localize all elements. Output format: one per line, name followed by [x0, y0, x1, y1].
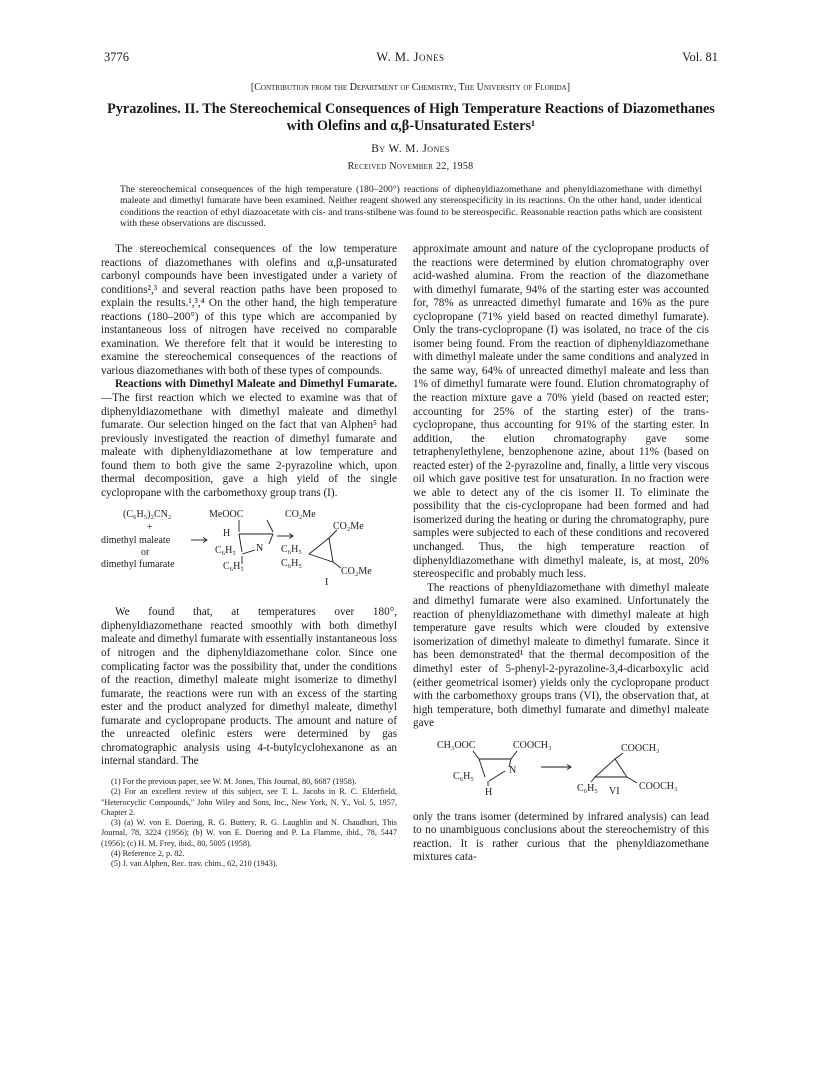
- scheme-fumarate: dimethyl fumarate: [101, 559, 175, 571]
- scheme-c6h5-b: C₆H₅: [223, 561, 244, 573]
- section-heading: Reactions with Dimethyl Maleate and Dimethyl Fumarate.: [115, 378, 397, 391]
- footnote: (2) For an excellent review of this subject, see T. L. Jacobs in R. C. Elderfield, "Heterocyclic Compounds," John Wiley and Sons, Inc., New York, N. Y., Vol. 5, 1957, Chapter 2.: [101, 787, 397, 817]
- footnote: (5) J. van Alphen, Rec. trav. chim., 62, 210 (1943).: [111, 859, 278, 869]
- paragraph: We found that, at temperatures over 180°, diphenyldiazomethane reacted smoothly with both dimethyl maleate and dimethyl fumarate with essentially instantaneous loss of nitrogen and the diphenyldiazomethane color. Since one complicating factor was the possibility that, under the conditions of the reaction, dimethyl maleate might isomerize to dimethyl fumarate, the reactions were run with an excess of the starting ester and the product analyzed for dimethyl maleate, dimethyl fumarate and cyclopropane products. The amount and nature of the unreacted olefinic esters were determined by gas chromatographic analysis using 4-t-butylcyclohexanone as an internal standard. The: [101, 606, 397, 768]
- abstract: The stereochemical consequences of the high temperature (180–200°) reactions of diphenyldiazomethane and phenyldiazomethane with dimethyl maleate and dimethyl fumarate have been examined. Neither reagent showed any stereospecificity in its reactions. On the other hand, under identical conditions the reaction of ethyl diazoacetate with cis- and trans-stilbene was found to be stereospecific. Reasonable reaction paths which are consistent with these observations are discussed.: [120, 184, 702, 229]
- scheme-reagent: (C₆H₅)₂CN₂: [123, 509, 172, 521]
- scheme-n: N: [256, 543, 264, 555]
- scheme-meooc: MeOOC: [209, 509, 244, 521]
- right-column: [413, 243, 709, 865]
- byline: By W. M. Jones: [371, 143, 450, 155]
- scheme-c6h5-c: C₆H₅: [281, 544, 302, 556]
- article-title: Pyrazolines. II. The Stereochemical Consequences of High Temperature Reactions of Diazomethanes with Olefins and α,β-Unsaturated Esters¹: [107, 101, 715, 134]
- page-number: 3776: [104, 50, 129, 64]
- scheme-n: N: [509, 764, 517, 776]
- paragraph: The stereochemical consequences of the low temperature reactions of diazomethanes with olefins and α,β-unsaturated carbonyl compounds have been investigated under a variety of conditions²,³ and several reaction paths have been proposed to explain the results.¹,³,⁴ On the other hand, the high temperature reactions (180–200°) of this type which are accompanied by instantaneous loss of nitrogen have received no comparable examination. We therefore felt that it would be interesting to examine the stereochemical consequences of the reactions of various diazomethanes with both of these types of compounds.: [101, 243, 397, 377]
- compound-label-I: I: [325, 577, 329, 589]
- scheme-maleate: dimethyl maleate: [101, 535, 171, 547]
- paragraph: approximate amount and nature of the cyclopropane products of the reactions were determined by elution chromatography over acid-washed alumina. From the reaction of the diazomethane with dimethyl fumarate, 94% of the starting ester was accounted for, 78% as unreacted dimethyl fumarate and 16% as the pure cyclopropane (71% yield based on reacted dimethyl fumarate). Only the trans-cyclopropane (I) was isolated, no trace of the cis isomer being found. From the reaction of diphenyldiazomethane with dimethyl maleate under the same conditions and analyzed in the same way, 64% of unreacted dimethyl maleate and less than 1% of dimethyl fumarate were found. Elution chromatography of the reaction mixture gave a 70% yield (based on reacted ester; accounting for 25% of the starting ester) of the trans-cyclopropane, thus accounting for 91% of the starting ester. In addition, the elution chromatography gave some tetraphenylethylene, benzophenone azine, about 11% (based on reacted ester) of the 2-pyrazoline and, finally, a little very viscous oil which gave positive test for unsaturation. In no fraction were we able to detect any of the cis isomer II. To eliminate the possibility that the cis-cyclopropane had been formed and had isomerized during the heating or during the chromatography, pure samples were subjected to each of these conditions and recovered unchanged. Thus, the high temperature reaction of diphenyldiazomethane with dimethyl maleate, is, at most, 20% stereospecific and probably much less.: [413, 243, 709, 581]
- paragraph: [101, 378, 397, 500]
- scheme-c6h5-b: C₆H₅: [577, 782, 598, 794]
- scheme-co2me-right: CO₂Me: [333, 521, 364, 533]
- cyclopropane-ring: [309, 530, 341, 568]
- footnote: (3) (a) W. von E. Doering, R. G. Buttery, R. G. Laughlin and N. Chaudhuri, This Journal, 78, 3224 (1956); (b) W. von E. Doering and P. La Flamme, ibid., 78, 5447 (1956); (c) H. M. Frey, ibid., 80, 5005 (1958).: [101, 818, 397, 848]
- reaction-scheme-1: [101, 506, 397, 598]
- scheme-co2me-bottom: CO₂Me: [341, 566, 372, 578]
- cyclopropane-ring: [591, 753, 637, 783]
- paragraph-text: —The first reaction which we elected to examine was that of diphenyldiazomethane with dimethyl maleate and dimethyl fumarate. Our selection hinged on the fact that van Alphen⁵ had previously investigated the reaction of dimethyl fumarate and maleate with diphenyldiazomethane at low temperature and found them to both give the same 2-pyrazoline which, upon thermal decomposition, gave a high yield of the single cyclopropane with the carbomethoxy group trans (I).: [101, 392, 397, 499]
- paragraph: only the trans isomer (determined by infrared analysis) can lead to no unambiguous conclusions about the stereochemistry of this reaction. It is rather curious that the phenyldiazomethane mixtures cata-: [413, 810, 709, 864]
- scheme-ch3ooc: CH₃OOC: [437, 739, 476, 751]
- scheme-c6h5-d: C₆H₅: [281, 558, 302, 570]
- scheme-h: H: [485, 786, 493, 798]
- scheme-co2me-top: CO₂Me: [285, 509, 316, 521]
- scheme-h: H: [223, 528, 231, 540]
- scheme-or: or: [141, 547, 150, 559]
- received-date: Received November 22, 1958: [347, 161, 474, 172]
- scheme-cooch3-c: COOCH₃: [639, 780, 678, 792]
- footnotes: [101, 777, 397, 870]
- left-column: [101, 243, 397, 870]
- scheme-cooch3-a: COOCH₃: [513, 739, 552, 751]
- footnote: (1) For the previous paper, see W. M. Jones, This Journal, 80, 6687 (1958).: [111, 776, 357, 786]
- compound-label-VI: VI: [609, 785, 620, 797]
- scheme-plus: +: [147, 522, 153, 534]
- footnote: (4) Reference 2, p. 82.: [111, 849, 185, 859]
- volume-label: Vol. 81: [682, 50, 718, 64]
- reaction-scheme-2: [413, 737, 709, 803]
- scheme-c6h5-a: C₆H₅: [453, 770, 474, 782]
- scheme-cooch3-b: COOCH₃: [621, 742, 660, 754]
- contribution-line: [Contribution from the Department of Chemistry, The University of Florida]: [250, 82, 571, 93]
- scheme-c6h5-a: C₆H₅: [215, 545, 236, 557]
- paragraph: The reactions of phenyldiazomethane with dimethyl maleate and dimethyl fumarate were also examined. Unfortunately the reaction of phenyldiazomethane with dimethyl maleate at high temperature gave results which were clouded by extensive isomerization of dimethyl maleate to dimethyl fumarate. Since it has been demonstrated¹ that the thermal decomposition of the dimethyl ester of 5-phenyl-2-pyrazoline-3,4-dicarboxylic acid (either geometrical isomer) yields only the cyclopropane product with the carbomethoxy groups trans (VI), the observation that, at high temperature, both dimethyl fumarate and dimethyl maleate gave: [413, 581, 709, 730]
- running-author: W. M. Jones: [376, 50, 445, 64]
- pyrazoline-ring: [239, 520, 273, 564]
